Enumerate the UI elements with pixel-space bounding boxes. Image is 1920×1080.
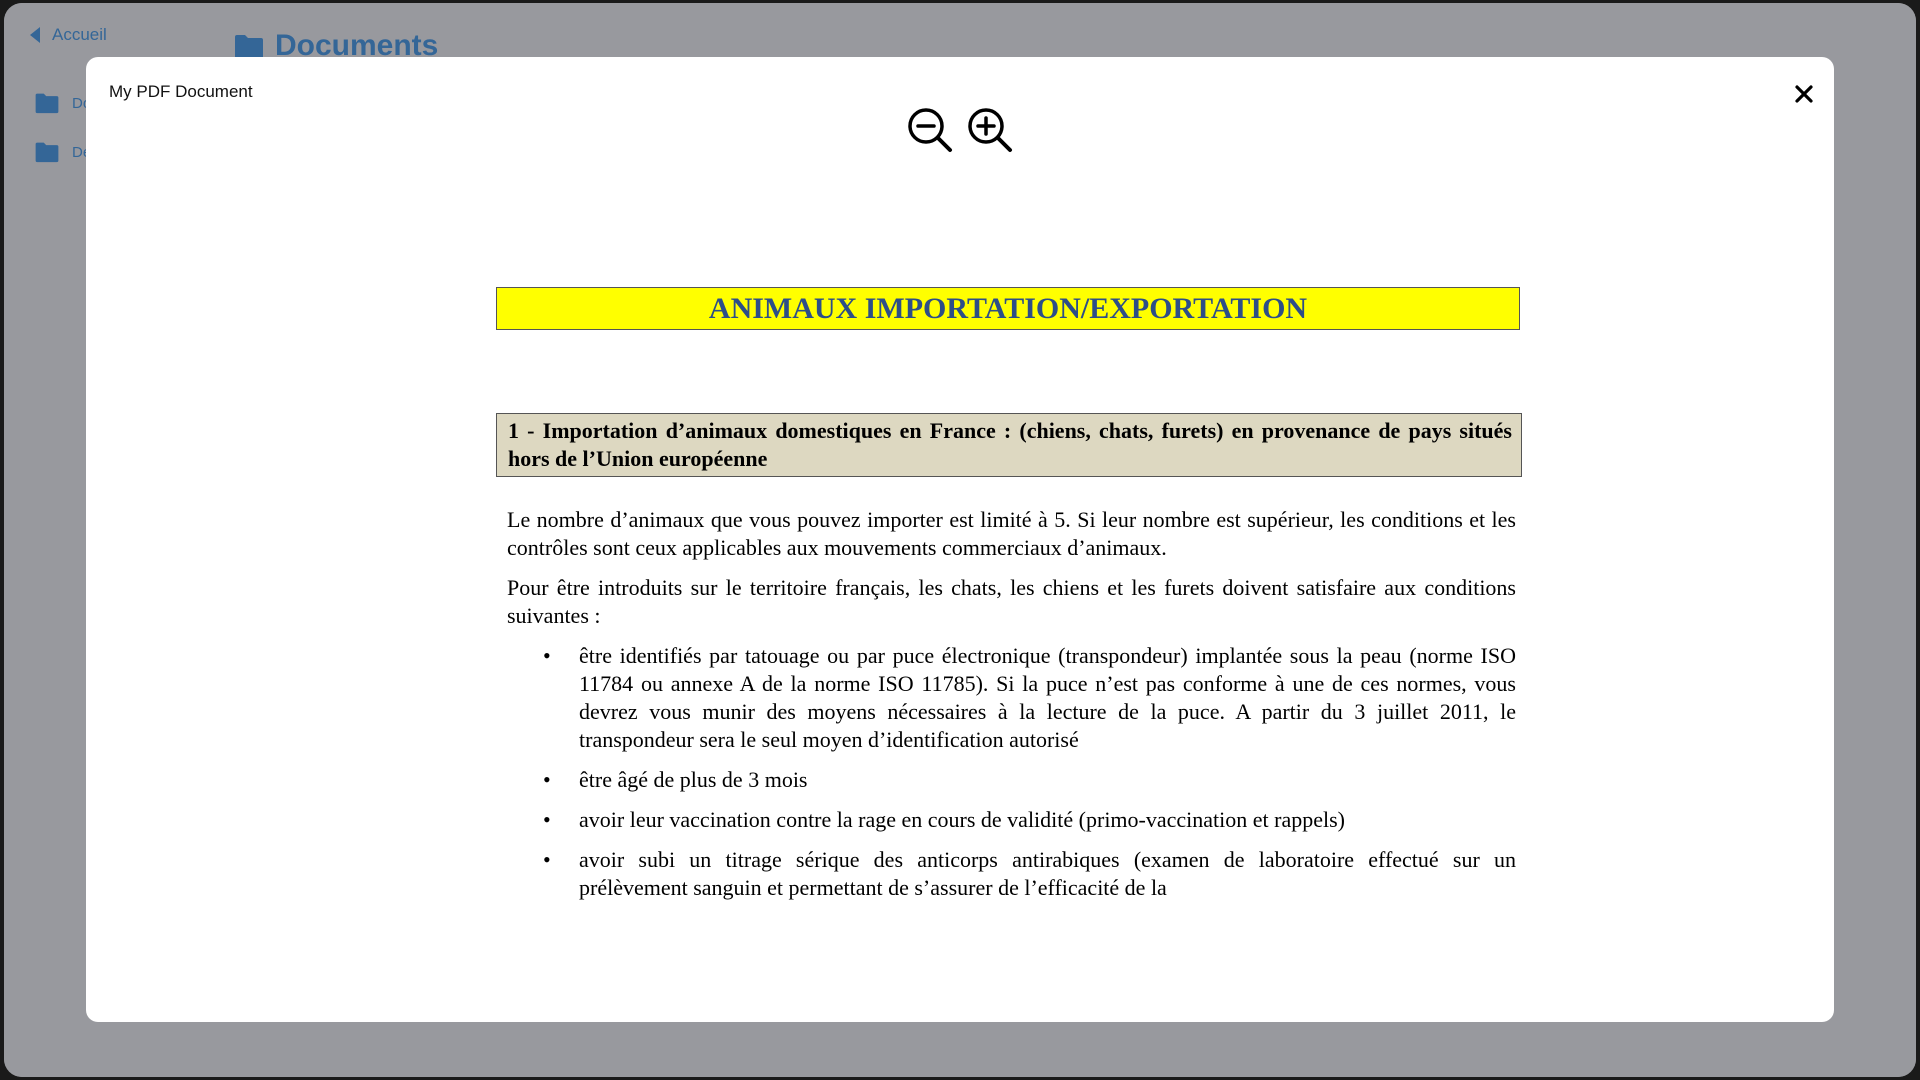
list-item <box>496 806 1516 834</box>
list-item-text: avoir leur vaccination contre la rage en cours de validité (primo-vaccination et rappels) <box>579 807 1345 832</box>
list-item-text: être identifiés par tatouage ou par puce électronique (transpondeur) implantée sous la peau (norme ISO 11784 ou annexe A de la norme ISO 11785). Si la puce n’est pas conforme à une de ces normes, vous devrez vous munir des moyens nécessaires à la lecture de la puce. A partir du 3 juillet 2011, le transpondeur sera le seul moyen d’identification autorisé <box>579 643 1516 752</box>
paragraph: Pour être introduits sur le territoire français, les chats, les chiens et les furets doivent satisfaire aux conditions suivantes : <box>507 575 1516 628</box>
zoom-in-icon[interactable] <box>965 105 1015 155</box>
list-item-text: avoir subi un titrage sérique des anticorps antirabiques (examen de laboratoire effectué sur un prélèvement sanguin et permettant de s’assurer de l’efficacité de la <box>579 847 1516 900</box>
list-item <box>496 846 1516 902</box>
pdf-viewer-modal <box>86 57 1834 1022</box>
bullet-icon: • <box>543 643 551 668</box>
zoom-out-icon[interactable] <box>905 105 955 155</box>
bullet-icon: • <box>543 767 551 792</box>
bullet-icon: • <box>543 807 551 832</box>
document-banner: ANIMAUX IMPORTATION/EXPORTATION <box>496 287 1520 330</box>
list-item <box>496 766 1516 794</box>
modal-title: My PDF Document <box>109 82 253 101</box>
section-heading: 1 - Importation d’animaux domestiques en France : (chiens, chats, furets) en provenance de pays situés hors de l’Union européenne <box>496 413 1522 477</box>
close-icon[interactable] <box>1789 79 1819 109</box>
list-item <box>496 642 1516 754</box>
list-item-text: être âgé de plus de 3 mois <box>579 767 808 792</box>
paragraph: Le nombre d’animaux que vous pouvez importer est limité à 5. Si leur nombre est supérieur, les conditions et les contrôles sont ceux applicables aux mouvements commerciaux d’animaux. <box>507 507 1516 560</box>
bullet-icon: • <box>543 847 551 872</box>
requirements-list <box>496 642 1516 902</box>
pdf-page <box>496 287 1526 914</box>
